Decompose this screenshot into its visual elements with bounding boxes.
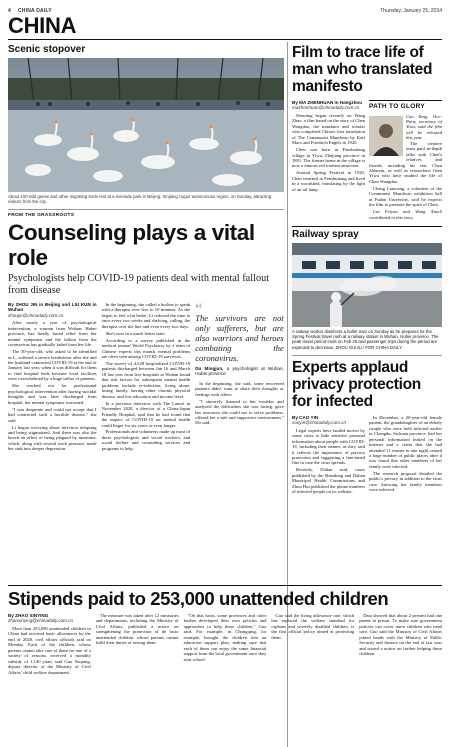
feature-headline: Counseling plays a vital role	[8, 220, 255, 270]
paragraph: In the beginning, she called a hotline to speak with a therapist over five to 10 minutes. As she began to feel a bit better, Li reduced the time to once every two weeks and shelving, calling, the therapist over the line and even every two days.	[101, 302, 191, 329]
experts-column-2	[369, 415, 442, 496]
quote-attribution	[195, 366, 284, 377]
feature-body	[8, 302, 284, 453]
paragraph: Chen was born in Fenshuitang village in Yiwu, Zhejiang province in 1891. The former home in the village is now a famous red tourism attraction.	[292, 147, 365, 169]
section-title: CHINA	[8, 13, 77, 38]
paragraph: Legal experts have lauded moves by some cities to hide sensitive personal information about people with COVID-19, including their names, as they said it reflects the importance of privacy protection and suggesting a fine-tuned fine in case the virus spreads.	[292, 427, 365, 466]
feature-email: zhoujin@chinadaily.com.cn	[8, 312, 64, 318]
feature-label: FROM THE GRASSROOTS	[8, 209, 284, 218]
paragraph: She's now in a much better state.	[105, 330, 166, 336]
paragraph: The research proposal detailed the public's privacy in addition to the virus case, knowing her family members were infected.	[369, 470, 442, 493]
stipends-body	[8, 613, 442, 676]
experts-email: caoyin@chinadaily.com.cn	[292, 420, 347, 426]
page-number: 4	[8, 8, 11, 14]
experts-column-1	[292, 415, 365, 496]
paragraph: In December, a 20-year-old female patient, the granddaughter of an elderly couple who were both infected earlier in Chengdu, Sichuan province, had her personal information leaked on the internet and a claim that she had attended 11 venues in one night caused a large number of public places after it was found that other members of her family were infected.	[369, 414, 442, 469]
stipends-headline: Stipends paid to 253,000 unattended children	[8, 588, 389, 609]
paragraph: In a previous interview with The Lancet in November 2020, a director of a China-Japan Friendly Hospital, said that he had found that the impact of COVID-19 on mental health could linger for six years or even longer.	[101, 400, 191, 428]
publication-name: CHINA DAILY	[18, 8, 52, 14]
stipends-article	[8, 585, 442, 676]
paragraph: Li began worrying about infection relapsing and being stigmatized. And there was also the knock-on effect of being plagued by insomnia, which, along with several work pressure, made her sink into deeper depression.	[8, 424, 97, 452]
quote-role: a psychologist at Wuhan, Hubei province	[195, 366, 284, 377]
geese-caption: About 100 wild geese and other migrating birds rest at a riverside park in Beijing, Xinjiang Uygur autonomous region, on Sunday, attracting visitors from the city.	[8, 194, 272, 205]
pull-quote	[195, 301, 284, 377]
film-column-2	[369, 100, 442, 222]
experts-byline-text: By CAO YIN	[292, 414, 319, 420]
path-title: PATH TO GLORY	[369, 103, 426, 110]
paragraph: "I sincerely listened to her troubles and analyzed the difficulties she was facing, gave her resources she could use to solve problems, offered her a safe and supportive environment," Du said.	[195, 398, 284, 426]
feature-byline-text: By ZHOU JIN in Beijing and LIU KUN in Wuhan	[8, 302, 97, 313]
paragraph: Cheng Liancang, a volunteer of the Communist Manifesto exhibition hall at Fudan University, said he expects the film to promote the spirit of Chen.	[369, 185, 442, 208]
paragraph: "On that basis, some provinces and cities further developed their own policies and approaches to help these children," Guo said. For example, in Chongqing, for example, brought the children into an education support plan, making sure that each of them can enjoy the same financial support from the local government once they start school.	[183, 613, 267, 662]
feature-byline	[8, 302, 97, 318]
paragraph: She reached out for professional psychological intervention after having suicidal thoughts and was later discharged from hospital, her mental symptoms worsened.	[8, 383, 97, 405]
paragraph: After nearly a year of psychological intervention, a woman from Wuhan, Hubei province, has finally found relief from her mental symptoms and the fallout from the coronavirus has gradually faded from her life.	[8, 320, 97, 348]
portrait-caption: Cao Yang, Vice-Party secretary of Yiwu, said the film will be released this year.	[406, 113, 442, 141]
paragraph: In the beginning, she said, some recovered patients didn't want to share their thoughts or feelings with others.	[195, 380, 284, 397]
paragraph: Data showed that about 2 percent had one parent in prison. To make sure government policies can cover more children who need care, Guo said the Ministry of Civil Affairs joined hands with the Ministry of Public Security and finance on the end of last year and issued a notice on further helping these children.	[359, 613, 442, 657]
rail-caption: A railway worker disinfects a bullet train on Sunday as he prepares for the Spring Festival travel rush at a railway station in Wuhan, Hubei province. The peak travel period ends on Feb 25 and passenger trips during the period are expected to decrease. ZHOU GUIJU / FOR CHINA DAILY	[292, 328, 439, 350]
stipends-column-4	[271, 613, 354, 676]
issue-date: Thursday, January 25, 2024	[380, 8, 442, 14]
paragraph: "I was desperate and could not accept that I had contracted such a horrible disease," she said.	[8, 406, 97, 423]
experts-byline	[292, 415, 365, 426]
film-column-1	[292, 100, 365, 222]
film-body	[292, 100, 442, 222]
stipends-column-2	[96, 613, 179, 676]
geese-photo	[8, 58, 284, 192]
paragraph: Professionals and volunteers made up most of those psychologists and social workers, and social hotline and counseling services and programs to help.	[101, 429, 191, 451]
stipends-column-3	[184, 613, 267, 676]
feature-column-1	[8, 302, 97, 453]
quote-text: The survivors are not only sufferers, but are also warriors and heroes combating the coronavirus.	[195, 313, 284, 363]
quote-name: Du Mingjun,	[195, 366, 224, 371]
film-byline-text: By MA ZHENHUAN in Hangzhou	[292, 100, 363, 105]
paragraph: The survey of 4,328 hospitalized COVID-19 patients discharged between Jan 16 and March 18 last year from five hospitals in Wuhan found that risk factors for subsequent mental health problems include re-infection, living alone, losing family, having other chronic physical disease, and low education and income level.	[101, 361, 191, 399]
feature-column-2	[102, 302, 191, 453]
film-email: mazhenhuan@chinadaily.com.cn	[292, 105, 360, 111]
experts-headline: Experts applaud privacy protection for infected	[292, 358, 421, 410]
paragraph: Guo said the living allowance rate, which has replaced the welfare standard for orphans and severely disabled children, is the first official policy aimed at protecting them.	[271, 613, 355, 640]
path-to-glory-box	[369, 100, 442, 111]
stipends-column-5	[359, 613, 442, 676]
left-column	[8, 40, 284, 453]
right-column	[292, 40, 442, 496]
feature-deck: Psychologists help COVID-19 patients deal with mental fallout from disease	[8, 273, 270, 296]
stipends-email: zhaoxinying@chinadaily.com.cn	[8, 618, 74, 624]
scenic-kicker: Scenic stopover	[8, 44, 86, 55]
stipends-byline-text: By ZHAO XINYING	[8, 613, 49, 618]
experts-body	[292, 415, 442, 496]
rail-photo	[292, 243, 442, 327]
stipends-column-1	[8, 613, 91, 676]
paragraph: Shooting began recently on Wang Zhao, a film based on the story of Chen Wangdao, the translator and scholar who completed China's first translation of The Communist Manifesto by Karl Marx and Friedrich Engels in 1920.	[292, 112, 365, 146]
feature-column-3	[195, 302, 284, 453]
paragraph: The 50-year-old, who asked to be identified as L, suffered a severe breakdown after she and her husband contracted COVID-19 at the end of January last year, when it was difficult for them to find hospital beds because local facilities were overwhelmed by a huge influx of patients.	[8, 349, 97, 382]
experts-article	[292, 355, 442, 496]
paragraph: More than 253,000 unattended children in China had received basic allowances by the end of 2020, civil affairs officials said on Monday. Each of the children, whose parents cannot take care of them for one of a variety of reasons, received a monthly subsidy of 1,140 yuan, said Guo Yuqiang, deputy director of the Ministry of Civil Affairs' child welfare department.	[8, 625, 91, 675]
contributors-note: Cai Feiyan and Wang Xiaoli contributed to this story.	[369, 209, 442, 220]
paragraph: The creative team paid in-depth talks with Chen's relatives and friends, including his son, Chen Zhenxin, as well as researchers from Yiwu who have studied the life of Chen Wangdao.	[369, 140, 442, 184]
rail-kicker: Railway spray	[292, 226, 442, 240]
quote-mark-icon: “	[195, 301, 203, 318]
film-byline	[292, 100, 365, 111]
paragraph: Recently, Dalian said, cases published by the Shandong and Dalian Municipal Health Commissions and Zhou Hui published the phone numbers of infected people on its website.	[292, 467, 365, 495]
stipends-byline	[8, 613, 91, 624]
paragraph: Around Spring Festival in 1920, Chen returned to Fenshuitang and lived in a woodshed, translating by the light of an oil lamp.	[292, 170, 365, 192]
paragraph: According to a survey published in the medical journal World Psychiatry by a team of Chinese experts this month, mental problems are often seen among COVID-19 survivors.	[101, 337, 191, 360]
paragraph: The measure was taken after 12 ministries and departments, including the Ministry of Civil Affairs, published a notice on strengthening the protection of de facto unattended children, whose parents cannot fulfil their duties of raising them.	[95, 613, 179, 646]
film-headline: Film to trace life of man who translated manifesto	[292, 44, 433, 95]
portrait-photo	[369, 116, 403, 156]
